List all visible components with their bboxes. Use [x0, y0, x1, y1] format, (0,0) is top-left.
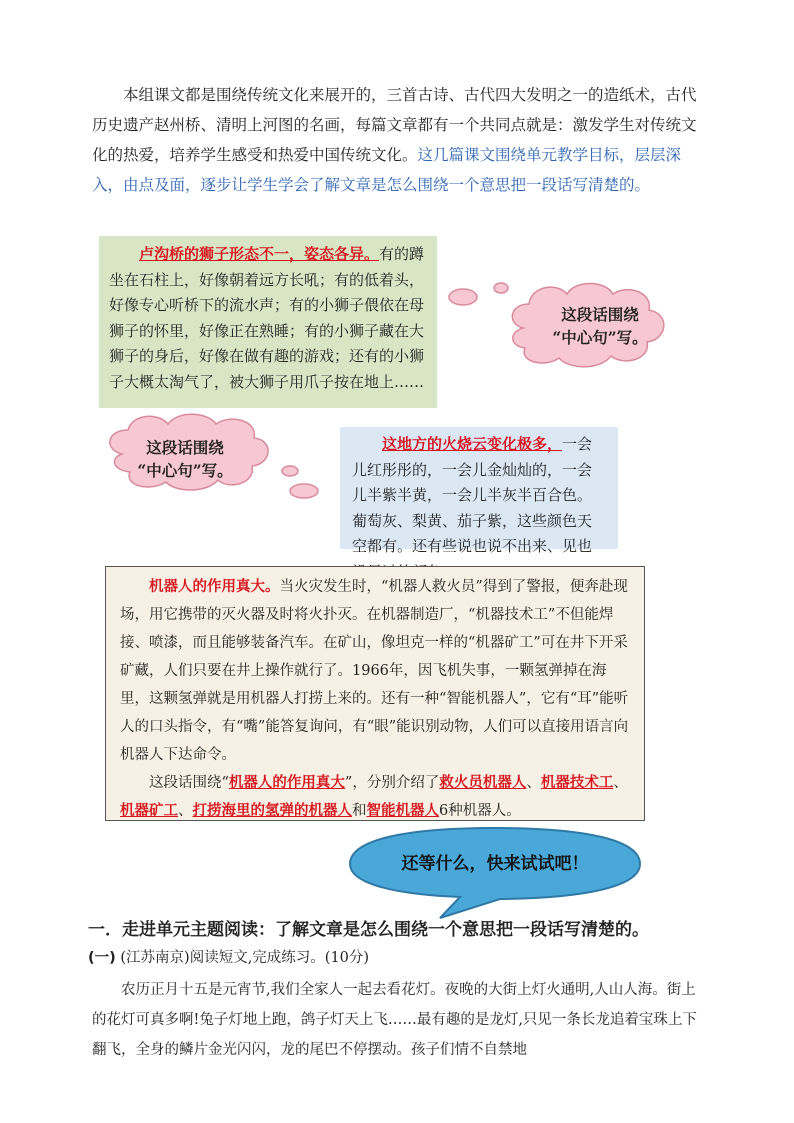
example-clouds-body: 一会儿红彤彤的，一会儿金灿灿的，一会儿半紫半黄，一会儿半灰半百合色。葡萄灰、梨黄、茄子紫，这些颜色天空都有。还有些说也说不出来、见也	[352, 435, 593, 555]
intro-paragraph	[92, 80, 704, 200]
intro-text: 本组课文都是围绕传统文化来展开的，三首古诗、古代四大发明之一的造纸术，古代历史遗产赵州桥、清明上河图的名画，每篇文章都有一个共同点就是：激发学生对传统文化的热爱，培养学生感受和热爱中国传统文化。	[92, 86, 697, 164]
robot-name: 智能机器人	[366, 802, 439, 819]
subsection-heading: (一) (江苏南京)阅读短文,完成练习。(10分)	[88, 950, 370, 966]
callout-text: 还等什么，快来试试吧！	[401, 854, 589, 874]
section-heading: 一．走进单元主题阅读：了解文章是怎么围绕一个意思把一段话写清楚的。	[88, 920, 649, 940]
example-clouds-box	[340, 427, 618, 555]
example-robots-text	[120, 573, 630, 769]
summary-topic: 机器人的作用真大	[228, 774, 345, 791]
thought-bubble-right-text: 这段话围绕 “中心句”写。	[552, 305, 648, 347]
robot-name: 机器技术工	[540, 774, 614, 791]
thought-bubble-left-text: 这段话围绕 “中心句”写。	[137, 438, 233, 480]
reading-passage: 农历正月十五是元宵节,我们全家人一起去看花灯。夜晚的大街上灯火通明,人山人海。街上的花灯可真多啊!兔子灯地上跑，鸽子灯天上飞……最有趣的是龙灯,只见一条长龙追着宝珠上下翻飞，全身的鳞片金光闪闪，龙的尾巴不停摆动。孩子们情不自禁地	[92, 982, 697, 1058]
example-clouds-topic: 这地方的火烧云变化极多，	[382, 435, 563, 453]
example-robots-body: 当火灾发生时，“机器人救火员”得到了警报，便奔赴现场，用它携带的灭火器及时将火扑灭。在机器制造厂，“机器技术工”不但能焊接、喷漆，而且能够装备汽车。在矿山，像坦克一样的“机器矿工”可在井下开采矿藏，人们只要在井上操作就行了。1966年，因飞机失事，一颗氢弹掉在海里，这颗氢弹就是用机器人打捞上来的。还有一种“智能机器人”，它有“耳”能听人的口头指令，有“嘴”能答复询问，有“眼”能识别动物，人们可以直接用语言向机器人下达命令。	[120, 579, 629, 763]
example-lions-box	[99, 236, 437, 408]
example-lions-body: 有的蹲坐在石柱上，好像朝着远方长吼；有的低着头，好像专心听桥下的流水声；有的小狮子偎依在母狮子的怀里，好像正在熟睡；有的小狮子藏在大狮子的身后，好像在做有趣的游戏；还有的小狮子大概太淘气了，被大狮子用爪子按在地上……	[109, 245, 425, 391]
example-robots-summary: 这段话围绕“机器人的作用真大”，分别介绍了救火员机器人、机器技术工、机器矿工、打捞海里的氢弹的机器人和智能机器人6种机器人。	[120, 774, 628, 819]
robot-name: 打捞海里的氢弹的机器人	[192, 802, 352, 819]
example-lions-text	[109, 242, 427, 395]
robot-name: 救火员机器人	[439, 774, 527, 791]
example-robots-topic: 机器人的作用真大。	[149, 578, 280, 595]
robot-name: 机器矿工	[120, 802, 178, 819]
example-robots-box	[105, 566, 645, 821]
example-clouds-text	[352, 432, 606, 585]
example-lions-topic: 卢沟桥的狮子形态不一，姿态各异。	[139, 245, 380, 263]
intro-text-blue: 这几篇课文围绕单元教学目标，层层深入，由点及面，逐步让学生学会了解文章是怎么围绕一个意思把一段话写清楚的。	[92, 146, 682, 194]
